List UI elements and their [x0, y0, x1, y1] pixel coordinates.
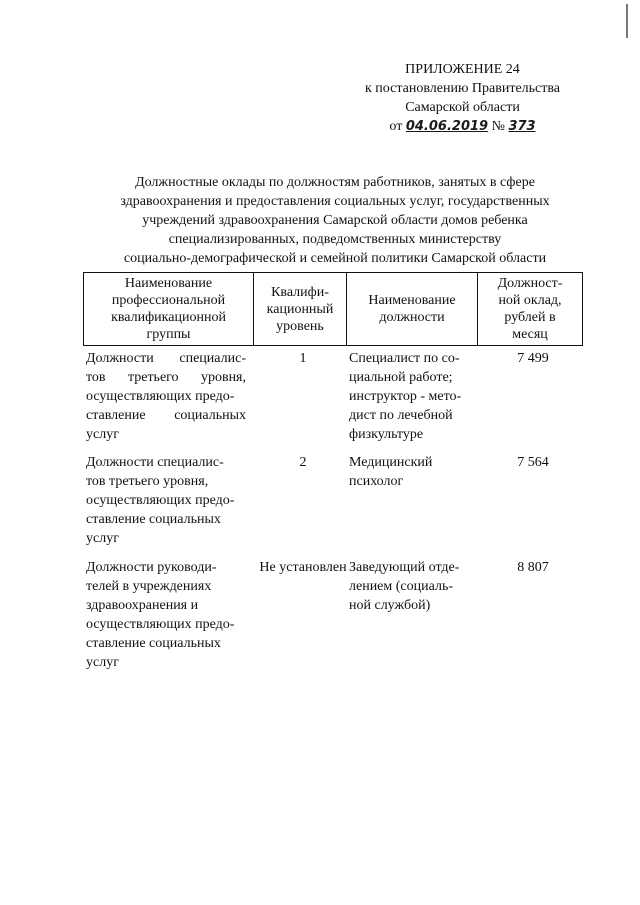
- number-handwritten: 373: [508, 119, 536, 134]
- cell-line: осуществляющих предо-: [86, 493, 235, 508]
- header-group: [84, 273, 253, 345]
- date-handwritten: 04.06.2019: [405, 119, 489, 134]
- cell-line: психолог: [349, 474, 404, 489]
- table-header: [83, 272, 583, 346]
- date-prefix: от: [389, 119, 403, 134]
- word: ставление: [86, 408, 146, 423]
- header-text: профессиональной: [111, 293, 226, 308]
- cell-line: осуществляющих предо-: [86, 389, 235, 404]
- cell-line: тов третьего уровня,: [86, 474, 209, 489]
- cell-line: [86, 368, 246, 387]
- annex-title: ПРИЛОЖЕНИЕ 24: [405, 62, 520, 77]
- header-text: Квалифи-: [271, 284, 329, 300]
- title-line: специализированных, подведомственных министерству: [168, 232, 502, 247]
- cell-position: [349, 558, 472, 615]
- cell-line: здравоохранения и: [86, 598, 199, 613]
- cell-group: [86, 453, 246, 548]
- number-prefix: №: [491, 119, 505, 134]
- header-text: Наименование: [124, 276, 213, 291]
- cell-salary: 7 499: [517, 351, 549, 366]
- cell-line: Должности специалис-: [86, 455, 224, 470]
- cell-line: Должности руководи-: [86, 560, 217, 575]
- header-text: уровень: [276, 318, 324, 334]
- word: третьего: [127, 370, 179, 385]
- cell-line: лением (социаль-: [349, 579, 453, 594]
- document-title: [90, 173, 580, 268]
- cell-line: [86, 349, 246, 368]
- title-line: социально-демографической и семейной политики Самарской области: [123, 251, 547, 266]
- title-line: Должностные оклады по должностям работников, занятых в сфере: [135, 175, 535, 190]
- title-line: здравоохранения и предоставления социальных услуг, государственных: [120, 194, 550, 209]
- annex-header: [345, 60, 580, 136]
- cell-line: Специалист по со-: [349, 351, 460, 366]
- cell-line: услуг: [86, 531, 119, 546]
- header-text: Наименование: [368, 293, 456, 308]
- cell-line: [86, 406, 246, 425]
- cell-position: [349, 453, 472, 491]
- annex-line-2: Самарской области: [405, 100, 520, 115]
- header-text: кационный: [266, 301, 334, 317]
- cell-line: Заведующий отде-: [349, 560, 460, 575]
- cell-position: [349, 349, 472, 444]
- annex-line-1: к постановлению Правительства: [364, 81, 561, 96]
- cell-line: дист по лечебной: [349, 408, 453, 423]
- header-text: ной оклад,: [498, 293, 562, 308]
- cell-line: телей в учреждениях: [86, 579, 212, 594]
- cell-line: циальной работе;: [349, 370, 453, 385]
- word: уровня,: [200, 370, 246, 385]
- word: специалис-: [179, 351, 246, 366]
- cell-salary: 7 564: [517, 455, 549, 470]
- cell-level: 2: [299, 455, 307, 470]
- cell-line: ставление социальных: [86, 636, 221, 651]
- header-text: Должност-: [497, 276, 563, 291]
- cell-line: физкультуре: [349, 427, 424, 442]
- cell-line: услуг: [86, 655, 119, 670]
- header-text: рублей в: [504, 310, 556, 325]
- header-position: [347, 273, 477, 345]
- header-salary: [478, 273, 582, 345]
- title-line: учреждений здравоохранения Самарской области домов ребенка: [142, 213, 528, 228]
- cell-level: 1: [299, 351, 307, 366]
- cell-line: Медицинский: [349, 455, 433, 470]
- cell-line: инструктор - мето-: [349, 389, 462, 404]
- header-level: [254, 273, 346, 345]
- word: социальных: [174, 408, 246, 423]
- header-text: месяц: [512, 327, 548, 342]
- word: тов: [86, 370, 106, 385]
- word: Должности: [86, 351, 154, 366]
- scan-mark: [626, 4, 628, 38]
- cell-group: [86, 349, 246, 444]
- cell-line: услуг: [86, 427, 119, 442]
- cell-group: [86, 558, 246, 672]
- cell-line: ставление социальных: [86, 512, 221, 527]
- annex-date-line: [345, 117, 580, 136]
- cell-line: осуществляющих предо-: [86, 617, 235, 632]
- header-text: группы: [146, 327, 191, 342]
- cell-level: Не установлен: [259, 560, 347, 575]
- header-text: должности: [379, 310, 445, 325]
- cell-salary: 8 807: [517, 560, 549, 575]
- cell-line: ной службой): [349, 598, 431, 613]
- header-text: квалификационной: [111, 310, 226, 325]
